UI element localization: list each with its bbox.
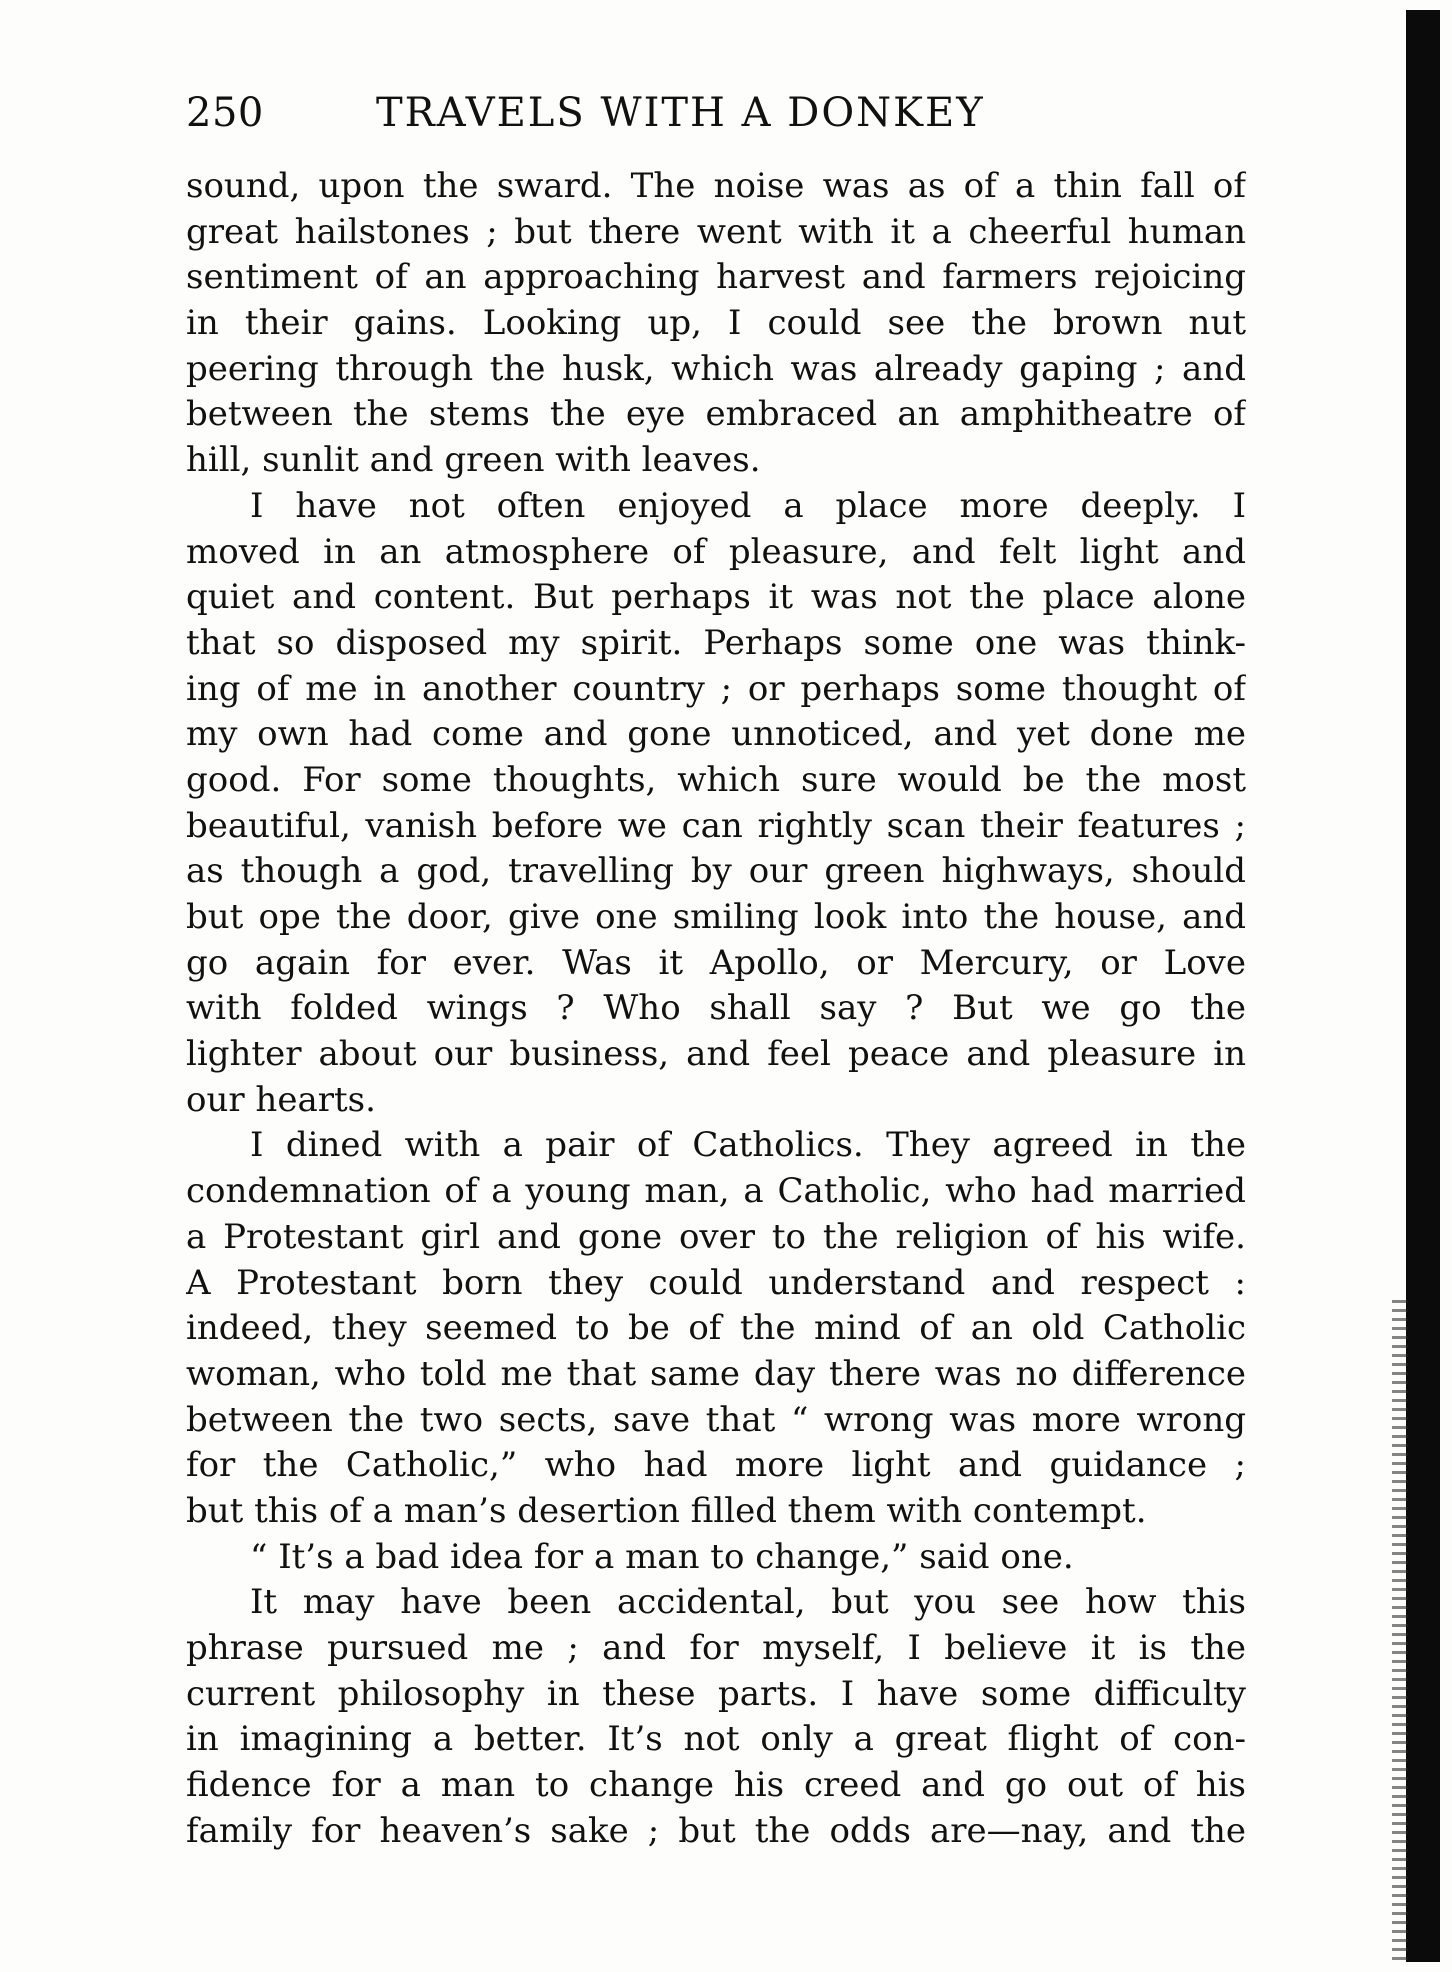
text-line: fidence for a man to change his creed and go out of his [186, 1765, 1246, 1806]
text-line: family for heaven’s sake ; but the odds are—nay, and the [186, 1810, 1246, 1851]
text-line: with folded wings ? Who shall say ? But we go the [186, 988, 1246, 1029]
text-line: phrase pursued me ; and for myself, I believe it is the [186, 1628, 1246, 1668]
text-line: peering through the husk, which was already gaping ; and [186, 348, 1246, 389]
text-line: woman, who told me that same day there was no difference [186, 1353, 1246, 1394]
text-line: a Protestant girl and gone over to the religion of his wife. [186, 1216, 1246, 1257]
text-line: It may have been accidental, but you see how this [250, 1582, 1246, 1623]
text-line: “ It’s a bad idea for a man to change,” said one. [250, 1536, 1074, 1577]
text-line: I have not often enjoyed a place more deeply. I [250, 485, 1246, 526]
page-number: 250 [186, 90, 264, 136]
text-line: for the Catholic,” who had more light and guidance ; [186, 1445, 1246, 1486]
text-line: between the two sects, save that “ wrong was more wrong [186, 1399, 1246, 1440]
text-line: indeed, they seemed to be of the mind of an old Catholic [186, 1308, 1246, 1349]
text-line: but this of a man’s desertion filled them with contempt. [186, 1490, 1147, 1531]
text-line: ing of me in another country ; or perhaps some thought of [186, 668, 1246, 709]
text-line: great hailstones ; but there went with it a cheerful human [186, 211, 1246, 252]
text-line: lighter about our business, and feel peace and pleasure in [186, 1034, 1246, 1075]
text-line: current philosophy in these parts. I have some difficulty [186, 1673, 1246, 1714]
text-line: between the stems the eye embraced an amphitheatre of [186, 394, 1246, 435]
text-line: in imagining a better. It’s not only a great flight of con- [186, 1719, 1246, 1760]
text-line: beautiful, vanish before we can rightly scan their features ; [186, 805, 1246, 846]
text-line: I dined with a pair of Catholics. They agreed in the [250, 1125, 1246, 1166]
page-header [186, 90, 1246, 146]
text-line: quiet and content. But perhaps it was not the place alone [186, 577, 1246, 618]
running-head: TRAVELS WITH A DONKEY [376, 90, 985, 136]
text-line: but ope the door, give one smiling look into the house, and [186, 897, 1246, 937]
text-line: moved in an atmosphere of pleasure, and felt light and [186, 531, 1246, 572]
text-line: as though a god, travelling by our green highways, should [186, 851, 1246, 892]
text-line: good. For some thoughts, which sure would be the most [186, 759, 1246, 800]
text-line: that so disposed my spirit. Perhaps some one was think- [186, 622, 1246, 663]
body-text [186, 164, 1246, 1854]
text-line: my own had come and gone unnoticed, and yet done me [186, 714, 1246, 755]
text-line: hill, sunlit and green with leaves. [186, 440, 761, 481]
text-line: A Protestant born they could understand and respect : [186, 1262, 1246, 1303]
text-line: go again for ever. Was it Apollo, or Mercury, or Love [186, 942, 1246, 983]
text-line: sentiment of an approaching harvest and farmers rejoicing [186, 257, 1246, 298]
page-edge-shadow [1406, 10, 1440, 1962]
text-line: sound, upon the sward. The noise was as of a thin fall of [186, 166, 1246, 206]
page-edge-texture [1392, 1300, 1408, 1960]
text-line: our hearts. [186, 1079, 376, 1120]
text-line: in their gains. Looking up, I could see the brown nut [186, 303, 1246, 344]
text-line: condemnation of a young man, a Catholic, who had married [186, 1171, 1246, 1212]
